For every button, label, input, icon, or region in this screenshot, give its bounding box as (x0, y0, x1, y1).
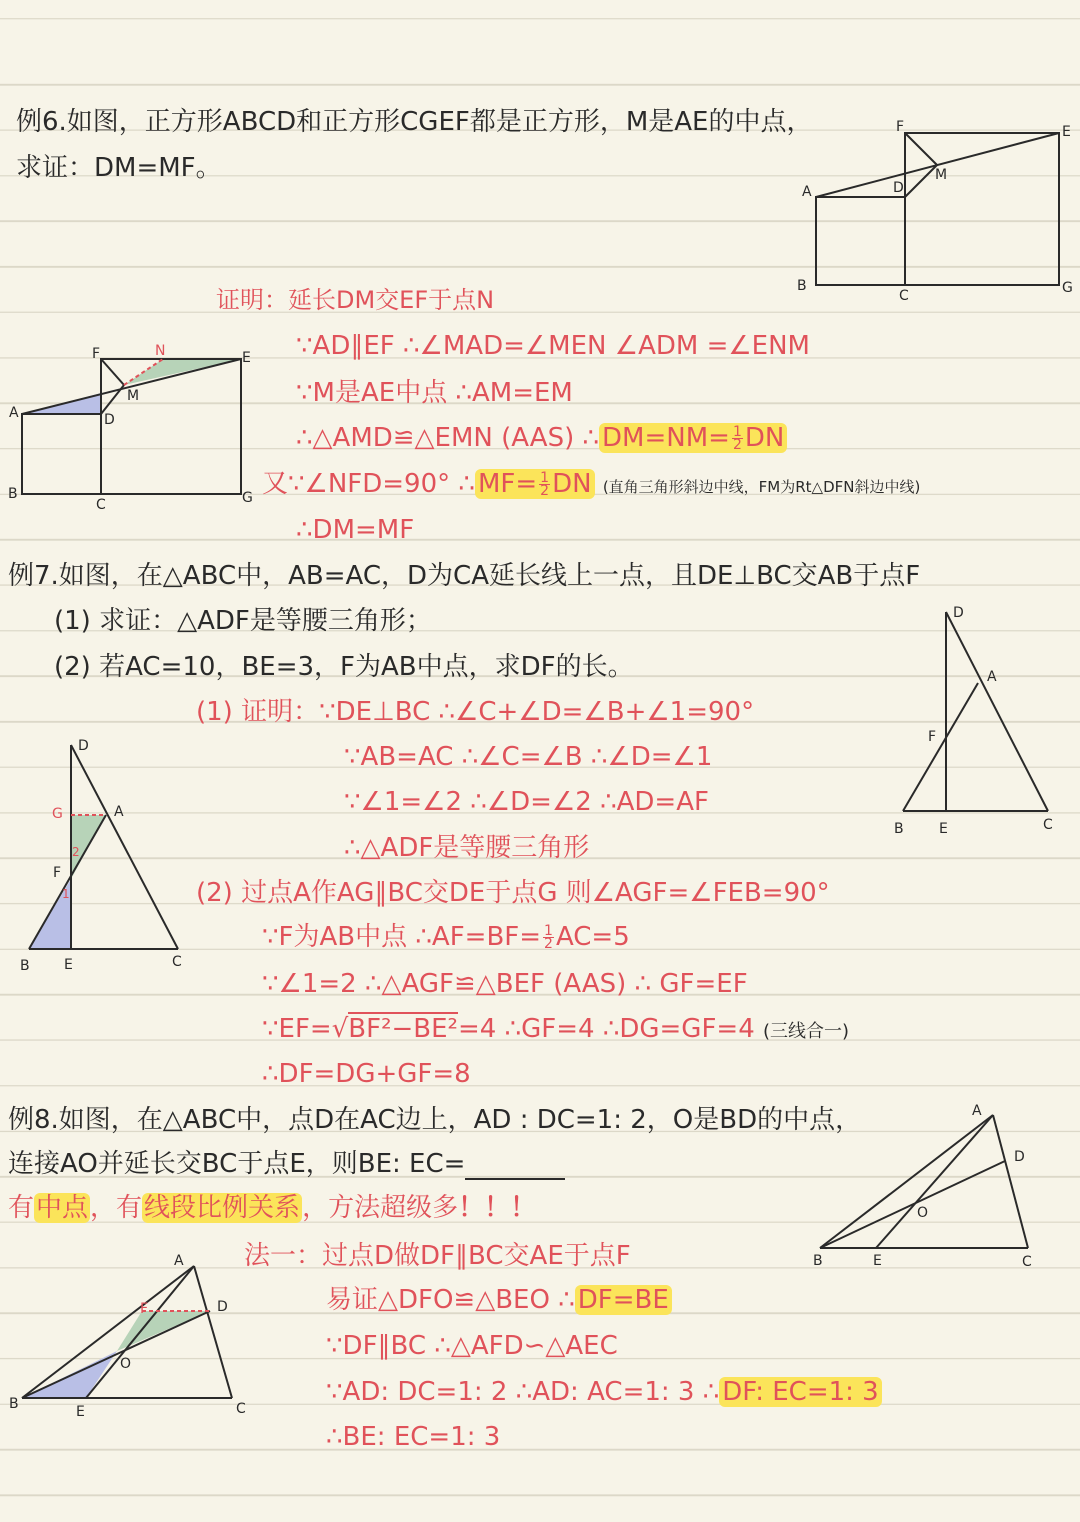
ex8-label-O: O (917, 1205, 929, 1221)
ex8-label-E: E (873, 1253, 882, 1269)
ex7-label-E: E (939, 821, 948, 837)
ex6p-label-M: M (127, 388, 140, 404)
ex6p-label-B: B (8, 486, 18, 502)
ex7p-label-B: B (20, 958, 30, 974)
ex6-label-M: M (935, 167, 948, 183)
ex8p-label-B: B (9, 1396, 19, 1412)
ex7p-label-F: F (53, 865, 62, 881)
ex6-label-D: D (893, 180, 904, 196)
ex6-median-note: (直角三角形斜边中线，FM为Rt△DFN斜边中线) (602, 478, 921, 496)
ex8-method-1-line3: ∵DF∥BC ∴△AFD∽△AEC (326, 1331, 618, 1361)
ex7-conclusion: ∴DF=DG+GF=8 (262, 1059, 471, 1089)
ex7-question-1: (1) 求证：△ADF是等腰三角形； (54, 606, 432, 636)
ex7-frac-den: 2 (544, 936, 553, 952)
ex7-radicand: BF²−BE² (348, 1014, 458, 1044)
ex6-title-line2: 求证：DM=MF。 (16, 153, 222, 183)
ex6p-label-D: D (104, 412, 115, 428)
ex6-label-G: G (1062, 280, 1073, 296)
ex6-dm-nm-text: DM=NM= (602, 423, 730, 453)
ex6-frac2-num: 1 (540, 470, 550, 486)
ex8-highlight-df-be: DF=BE (575, 1285, 672, 1315)
ex6-dn2-text: DN (552, 469, 592, 499)
ex7p-label-C: C (172, 954, 182, 970)
ex6-proof-line2: ∵AD∥EF ∴∠MAD=∠MEN ∠ADM =∠ENM (296, 331, 810, 361)
ex8-tip-part-e: ，方法超级多 (302, 1193, 459, 1223)
ex8p-label-C: C (236, 1401, 246, 1417)
ex7-label-D: D (953, 605, 964, 621)
ex6-proof-line1: 证明：延长DM交EF于点N (216, 286, 495, 314)
ex8p-label-F: F (140, 1301, 149, 1317)
ex7-title: 例7.如图，在△ABC中，AB=AC，D为CA延长线上一点，且DE⊥BC交AB于点F (8, 561, 921, 591)
ex7p-label-A: A (114, 804, 124, 820)
ex8-m2-text: 易证△DFO≌△BEO ∴ (326, 1285, 575, 1315)
ex6-mf-text: MF= (477, 469, 538, 499)
ex7-sqrt-sign: √ (331, 1014, 349, 1044)
ex6-label-A: A (802, 184, 812, 200)
ex8-conclusion: ∴BE: EC=1: 3 (326, 1422, 501, 1452)
ex7p-label-D: D (78, 738, 89, 754)
ex8-title-line2-text: 连接AO并延长交BC于点E，则BE: EC= (8, 1149, 466, 1179)
ex8-label-B: B (813, 1253, 823, 1269)
ex8p-label-D: D (217, 1299, 228, 1315)
ex6p-label-G: G (242, 490, 253, 506)
ex6p-label-N: N (155, 343, 166, 359)
ex7-proof-4: ∴△ADF是等腰三角形 (344, 833, 590, 863)
ex6-frac-den: 2 (732, 437, 742, 453)
ex7-label-A: A (987, 669, 997, 685)
ex7-label-B: B (894, 821, 904, 837)
ex7-proof-8-result: =4 ∴GF=4 ∴DG=GF=4 (457, 1014, 755, 1044)
ex7-proof-6-text: ∵F为AB中点 ∴AF=BF= (262, 922, 542, 952)
ex6-frac-num: 1 (732, 424, 742, 440)
ex8-label-C: C (1022, 1254, 1032, 1270)
ex8-highlight-df-ec: DF: EC=1: 3 (719, 1377, 881, 1407)
ex7p-label-angle1: 1 (62, 887, 70, 901)
ex7p-label-E: E (64, 957, 73, 973)
ex7-proof-3: ∵∠1=∠2 ∴∠D=∠2 ∴AD=AF (344, 787, 709, 817)
ex6-label-E: E (1062, 124, 1071, 140)
ex7-three-in-one-note: (三线合一) (763, 1021, 850, 1042)
ex6-dn-text: DN (744, 423, 785, 453)
ex7-proof-7: ∵∠1=2 ∴△AGF≌△BEF (AAS) ∴ GF=EF (262, 969, 748, 999)
ex6-proof-line5-text: 又∵∠NFD=90° ∴ (262, 469, 475, 499)
ex8-tip-part-c: ，有 (90, 1193, 143, 1223)
ex6p-label-C: C (96, 497, 106, 513)
ex7-proof-1: (1) 证明：∵DE⊥BC ∴∠C+∠D=∠B+∠1=90° (196, 697, 755, 727)
ex7p-label-G: G (52, 806, 63, 822)
ex6-label-C: C (899, 288, 909, 304)
ex8p-label-O: O (120, 1356, 132, 1372)
ex6-title-line1: 例6.如图，正方形ABCD和正方形CGEF都是正方形，M是AE的中点， (16, 107, 813, 137)
ex8-tip-exclaim: ！！！ (458, 1193, 537, 1223)
ex6-label-B: B (797, 278, 807, 294)
ex8-label-D: D (1014, 1149, 1025, 1165)
ex8-tip-ratio: 线段比例关系 (144, 1193, 301, 1223)
ex6p-label-E: E (242, 350, 251, 366)
ex6p-label-A: A (9, 405, 19, 421)
ex7p-label-angle2: 2 (72, 845, 80, 859)
ex6p-label-F: F (92, 346, 101, 362)
ex7-question-2: (2) 若AC=10，BE=3，F为AB中点，求DF的长。 (54, 652, 634, 682)
ex8-method-1-line2 (326, 1284, 672, 1316)
ex7-proof-5: (2) 过点A作AG∥BC交DE于点G 则∠AGF=∠FEB=90° (196, 878, 830, 908)
ex7-proof-2: ∵AB=AC ∴∠C=∠B ∴∠D=∠1 (344, 742, 713, 772)
ex8-tip-midpoint: 中点 (36, 1193, 89, 1223)
ex8-title-line1: 例8.如图，在△ABC中，点D在AC边上，AD : DC=1: 2，O是BD的中点， (8, 1105, 862, 1135)
ex8-label-A: A (972, 1103, 982, 1119)
ex7-proof-6-result: AC=5 (555, 922, 630, 952)
ex8p-label-A: A (174, 1253, 184, 1269)
ex6-frac2-den: 2 (540, 483, 550, 499)
ex6-proof-line3: ∵M是AE中点 ∴AM=EM (296, 378, 573, 408)
ex8-method-1-line4 (326, 1376, 882, 1408)
ex7-frac-num: 1 (544, 923, 553, 939)
ex8-m4-text: ∵AD: DC=1: 2 ∴AD: AC=1: 3 ∴ (326, 1377, 720, 1407)
ex8-tip-part-a: 有 (8, 1193, 35, 1223)
ex8-method-1-line1: 法一：过点D做DF∥BC交AE于点F (244, 1241, 631, 1271)
ex7-label-F: F (928, 729, 937, 745)
ex7-proof-8-text: ∵EF= (262, 1014, 332, 1044)
ex7-label-C: C (1043, 817, 1053, 833)
ex6-proof-line4-text: ∴△AMD≌△EMN (AAS) ∴ (296, 423, 600, 453)
ex8p-label-E: E (76, 1404, 85, 1420)
ex6-label-F: F (896, 119, 905, 135)
ex6-conclusion: ∴DM=MF (296, 515, 415, 545)
